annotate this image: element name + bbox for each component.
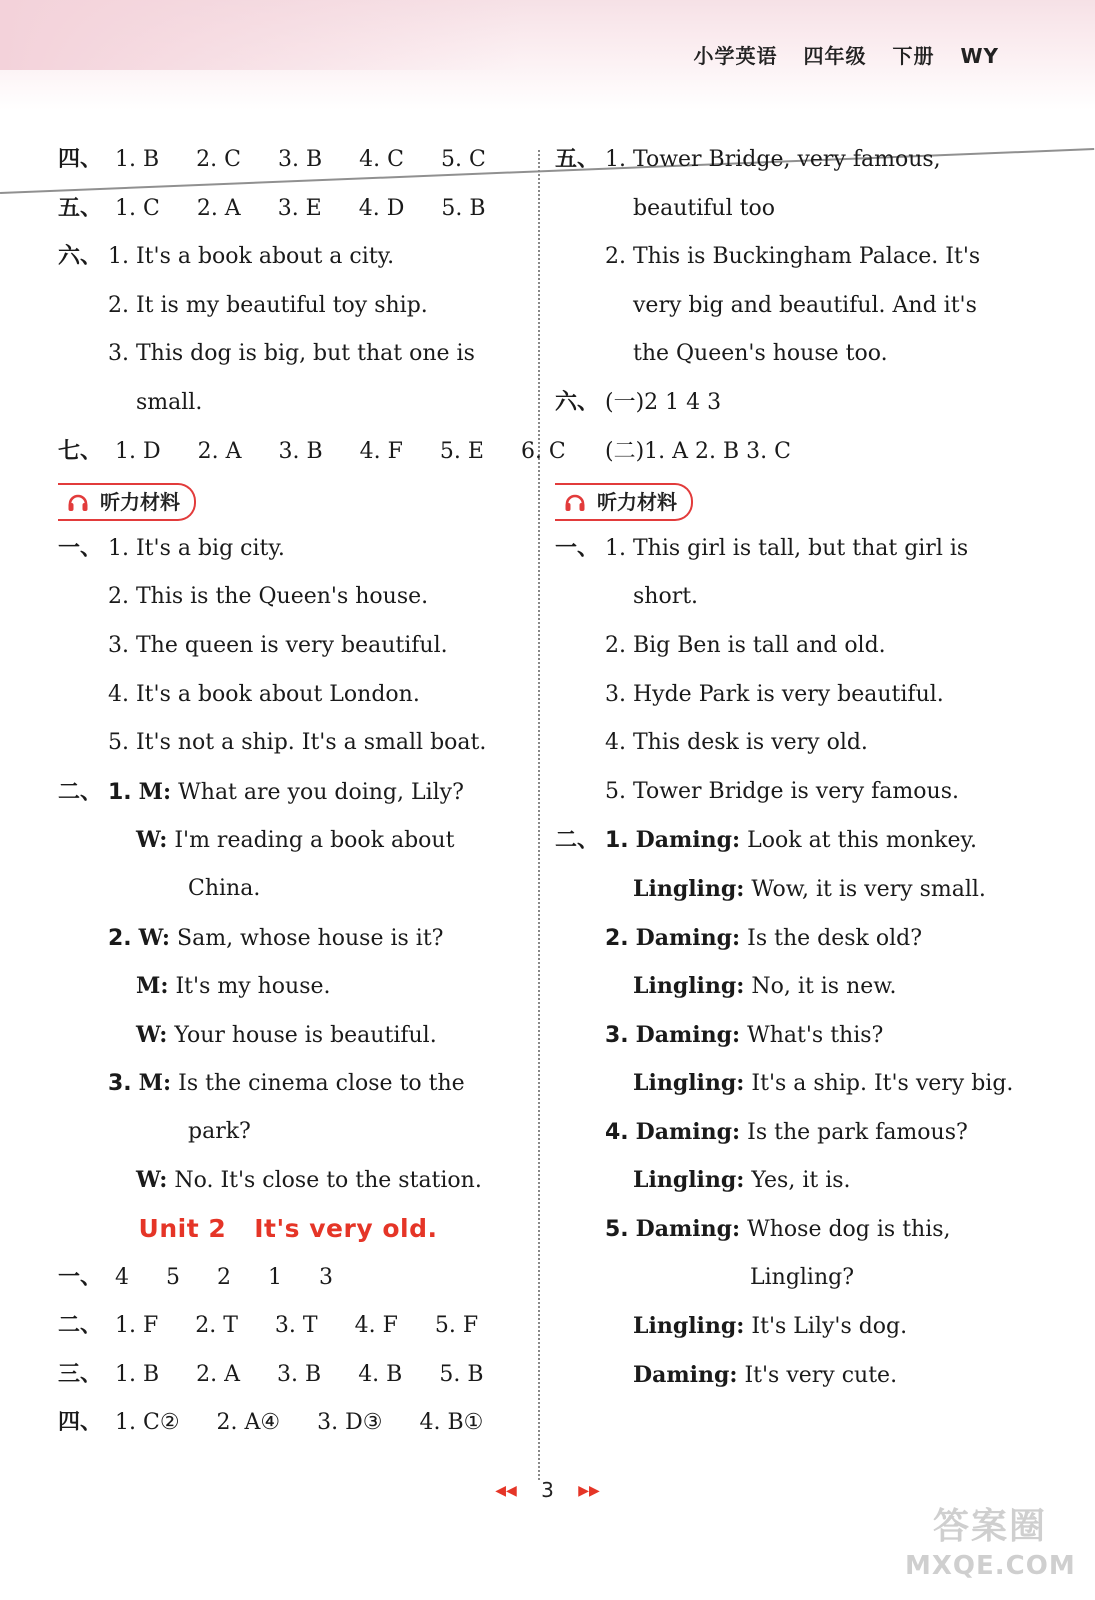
answer-line: [58, 282, 518, 331]
speaker-label: W:: [136, 827, 168, 854]
listening-sentence: 5. It's not a ship. It's a small boat.: [108, 730, 487, 756]
dialogue-line: [58, 1108, 518, 1157]
speaker-label: M:: [136, 973, 169, 1000]
listening-sentence: 1. It's a big city.: [108, 535, 285, 561]
dialogue-line: [555, 1205, 1015, 1254]
listening-sentence: 5. Tower Bridge is very famous.: [605, 778, 959, 804]
dialogue-number: 4.: [605, 1119, 629, 1145]
answer-sentence: 2. This is Buckingham Palace. It's: [605, 244, 981, 270]
section-tag: 一、: [555, 535, 600, 561]
dialogue-text: Yes, it is.: [751, 1168, 851, 1194]
dialogue-number: 3.: [108, 1071, 132, 1097]
answer-sentence: 1. It's a book about a city.: [108, 244, 395, 270]
answer-line: [555, 185, 1015, 234]
answer-line: [555, 233, 1015, 282]
section-tag: 四、: [58, 147, 103, 172]
answer-sentence: 2. It is my beautiful toy ship.: [108, 292, 428, 318]
dialogue-number: 1.: [108, 779, 132, 805]
speaker-label: Daming:: [635, 1118, 741, 1145]
answer-row-r6: [555, 379, 1015, 428]
answer-row-s6: [58, 233, 518, 282]
answer-item: 3. E: [277, 195, 322, 221]
next-page-icon[interactable]: ▶▶: [578, 1483, 600, 1499]
speaker-label: Daming:: [635, 1021, 741, 1048]
dialogue-line: [58, 1156, 518, 1205]
unit-heading: [58, 1205, 518, 1254]
site-watermark: [905, 1502, 1075, 1592]
headphone-icon: [563, 490, 587, 514]
answer-sentence: 3. This dog is big, but that one is: [108, 341, 475, 367]
answer-sentence: very big and beautiful. And it's: [633, 292, 977, 318]
dialogue-line: [58, 914, 518, 963]
section-tag: 二、: [555, 828, 600, 854]
dialogue-text: It's Lily's dog.: [751, 1314, 908, 1340]
dialogue-text: Your house is beautiful.: [174, 1022, 437, 1048]
listening-row: [58, 671, 518, 720]
answer-item: 4: [115, 1264, 129, 1290]
dialogue-text: It's a ship. It's very big.: [751, 1071, 1014, 1097]
answer-item: 3. D③: [317, 1410, 383, 1436]
listening-row: [555, 768, 1015, 817]
answer-item: 1. C: [115, 195, 160, 221]
dialogue-text: It's very cute.: [744, 1362, 898, 1388]
dialogue-line: [58, 962, 518, 1011]
header-edition: WY: [960, 44, 999, 68]
page-footer: [0, 1478, 1095, 1502]
answer-row-u1: [58, 1254, 518, 1303]
listening-sentence: 4. This desk is very old.: [605, 730, 868, 756]
listening-sentence: short.: [633, 584, 699, 610]
answer-item: 2. C: [196, 147, 241, 172]
dialogue-number: 2.: [108, 925, 132, 951]
speaker-label: W:: [138, 924, 171, 951]
answer-item: 2: [217, 1264, 231, 1290]
watermark-url: MXQE.COM: [905, 1551, 1076, 1581]
dialogue-text: China.: [188, 875, 261, 901]
answer-item: 3. T: [274, 1313, 318, 1339]
listening-sentence: 4. It's a book about London.: [108, 681, 420, 707]
watermark-logo-text: 答案圈: [932, 1506, 1047, 1547]
answer-sequence: (一)2 1 4 3: [605, 389, 722, 415]
dialogue-number: 2.: [605, 925, 629, 951]
dialogue-text: park?: [188, 1118, 251, 1144]
dialogue-text: It's my house.: [175, 974, 331, 1000]
listening-row: [58, 573, 518, 622]
dialogue-line: [58, 816, 518, 865]
section-tag: 一、: [58, 535, 103, 561]
speaker-label: Lingling:: [633, 973, 745, 1000]
answer-line: [58, 330, 518, 379]
speaker-label: Daming:: [635, 827, 741, 854]
section-tag: 五、: [58, 195, 103, 221]
answer-sentence: beautiful too: [633, 195, 775, 221]
section-tag: 五、: [555, 147, 600, 172]
dialogue-text: What are you doing, Lily?: [178, 779, 464, 805]
dialogue-line: [58, 865, 518, 914]
dialogue-line: [555, 1108, 1015, 1157]
speaker-label: W:: [136, 1021, 168, 1048]
dialogue-number: 1.: [605, 828, 629, 854]
answer-sentence: small.: [136, 389, 203, 415]
listening-badge-row: [555, 476, 1015, 525]
header-volume: 下册: [892, 44, 935, 68]
dialogue-text: What's this?: [747, 1022, 884, 1048]
answer-row-s4: [58, 136, 518, 185]
header-subject: 小学英语: [693, 44, 778, 68]
dialogue-text: I'm reading a book about: [174, 828, 455, 854]
speaker-label: Lingling:: [633, 875, 745, 902]
answer-item: 4. F: [354, 1313, 398, 1339]
dialogue-text: Whose dog is this,: [747, 1217, 951, 1243]
listening-badge-row: [58, 476, 518, 525]
dialogue-text: Is the cinema close to the: [178, 1071, 465, 1097]
speaker-label: Lingling:: [633, 1167, 745, 1194]
dialogue-text: Is the park famous?: [747, 1119, 968, 1145]
answer-item: 5. B: [439, 1361, 484, 1387]
answer-item: 6. C: [520, 438, 566, 464]
answer-item: 5: [166, 1264, 180, 1290]
section-tag: 六、: [555, 389, 600, 415]
listening-row: [58, 719, 518, 768]
answer-item: 1. C②: [115, 1410, 180, 1436]
listening-sentence: 3. Hyde Park is very beautiful.: [605, 681, 944, 707]
listening-sentence: 1. This girl is tall, but that girl is: [605, 535, 969, 561]
answer-item: 3: [319, 1264, 333, 1290]
answer-row-u3: [58, 1351, 518, 1400]
header-grade: 四年级: [803, 44, 867, 68]
answer-line: [555, 428, 1015, 477]
page-header: [676, 40, 999, 69]
answer-item: 1. B: [115, 1361, 160, 1387]
dialogue-line: [555, 1302, 1015, 1351]
speaker-label: Daming:: [635, 924, 741, 951]
speaker-label: W:: [136, 1167, 168, 1194]
listening-sentence: 2. Big Ben is tall and old.: [605, 632, 886, 658]
dialogue-line: [555, 914, 1015, 963]
answer-row-r5: [555, 136, 1015, 185]
answer-item: 5. E: [439, 438, 484, 464]
answer-item: 1. F: [115, 1313, 159, 1339]
dialogue-line: [555, 865, 1015, 914]
speaker-label: M:: [138, 1070, 172, 1097]
listening-sentence: 3. The queen is very beautiful.: [108, 632, 448, 658]
answer-item: 2. A: [196, 195, 241, 221]
dialogue-line: [58, 1011, 518, 1060]
section-tag: 四、: [58, 1410, 103, 1436]
answer-item: 1: [268, 1264, 282, 1290]
answer-item: 4. C: [359, 147, 404, 172]
answer-line: [555, 282, 1015, 331]
speaker-label: Daming:: [633, 1361, 738, 1388]
answer-row-s7: [58, 428, 566, 477]
left-column: [58, 136, 566, 1448]
answer-item: 3. B: [277, 147, 323, 172]
unit-number: Unit 2: [138, 1214, 227, 1244]
answer-sequence: (二)1. A 2. B 3. C: [605, 438, 791, 464]
answer-item: 1. D: [115, 438, 161, 464]
dialogue-line: [555, 1156, 1015, 1205]
answer-item: 4. D: [358, 195, 405, 221]
unit-title: It's very old.: [254, 1214, 438, 1244]
speaker-label: Daming:: [635, 1216, 741, 1243]
column-divider: [538, 150, 540, 1480]
answer-item: 3. B: [277, 1361, 322, 1387]
section-tag: 六、: [58, 244, 103, 270]
answer-item: 1. B: [115, 147, 160, 172]
listening-label: 听力材料: [100, 490, 180, 515]
listening-row: [58, 525, 518, 574]
answer-item: 2. T: [195, 1313, 238, 1339]
answer-item: 2. A: [197, 438, 242, 464]
answer-item: 3. B: [278, 438, 323, 464]
dialogue-text: Wow, it is very small.: [751, 876, 986, 902]
prev-page-icon[interactable]: ◀◀: [495, 1483, 517, 1499]
speaker-label: Lingling:: [633, 1070, 745, 1097]
dialogue-line: [555, 1011, 1015, 1060]
section-tag: 二、: [58, 1313, 103, 1339]
dialogue-line: [555, 1351, 1015, 1400]
answer-item: 5. F: [434, 1313, 479, 1339]
answer-row-u4: [58, 1399, 518, 1448]
listening-row: [58, 622, 518, 671]
dialogue-text: Is the desk old?: [747, 925, 923, 951]
listening-material-badge: [555, 483, 693, 521]
listening-row: [555, 525, 1015, 574]
listening-sentence: 2. This is the Queen's house.: [108, 584, 429, 610]
answer-item: 2. A: [196, 1361, 241, 1387]
listening-material-badge: [58, 483, 196, 521]
answer-item: 4. B: [358, 1361, 403, 1387]
answer-item: 5. C: [440, 147, 486, 172]
section-tag: 七、: [58, 438, 103, 464]
answer-line: [555, 330, 1015, 379]
answer-line: [58, 379, 518, 428]
dialogue-line: [555, 1254, 1015, 1303]
section-tag: 一、: [58, 1264, 103, 1290]
dialogue-number: 5.: [605, 1217, 629, 1243]
listening-row: [555, 671, 1015, 720]
dialogue-text: Lingling?: [750, 1264, 855, 1290]
dialogue-text: No. It's close to the station.: [174, 1168, 482, 1194]
listening-row: [555, 622, 1015, 671]
listening-row: [555, 719, 1015, 768]
answer-row-s5: [58, 185, 518, 234]
headphone-icon: [66, 490, 90, 514]
answer-sentence: 1. Tower Bridge, very famous,: [605, 147, 941, 172]
speaker-label: M:: [138, 778, 172, 805]
listening-row: [555, 573, 1015, 622]
dialogue-line: [555, 1059, 1015, 1108]
dialogue-text: Sam, whose house is it?: [177, 925, 444, 951]
dialogue-line: [555, 816, 1015, 865]
section-tag: 三、: [58, 1361, 103, 1387]
answer-item: 5. B: [441, 195, 486, 221]
answer-row-u2: [58, 1302, 518, 1351]
dialogue-line: [58, 768, 518, 817]
right-column: [555, 136, 1015, 1399]
dialogue-number: 3.: [605, 1022, 629, 1048]
speaker-label: Lingling:: [633, 1313, 745, 1340]
dialogue-line: [58, 1059, 518, 1108]
page-number: 3: [541, 1478, 554, 1502]
answer-item: 4. B①: [419, 1410, 484, 1436]
answer-item: 4. F: [359, 438, 403, 464]
dialogue-text: No, it is new.: [751, 974, 897, 1000]
listening-label: 听力材料: [597, 490, 677, 515]
answer-item: 2. A④: [216, 1410, 281, 1436]
answer-sentence: the Queen's house too.: [633, 341, 888, 367]
section-tag: 二、: [58, 779, 103, 805]
dialogue-line: [555, 962, 1015, 1011]
dialogue-text: Look at this monkey.: [747, 828, 977, 854]
